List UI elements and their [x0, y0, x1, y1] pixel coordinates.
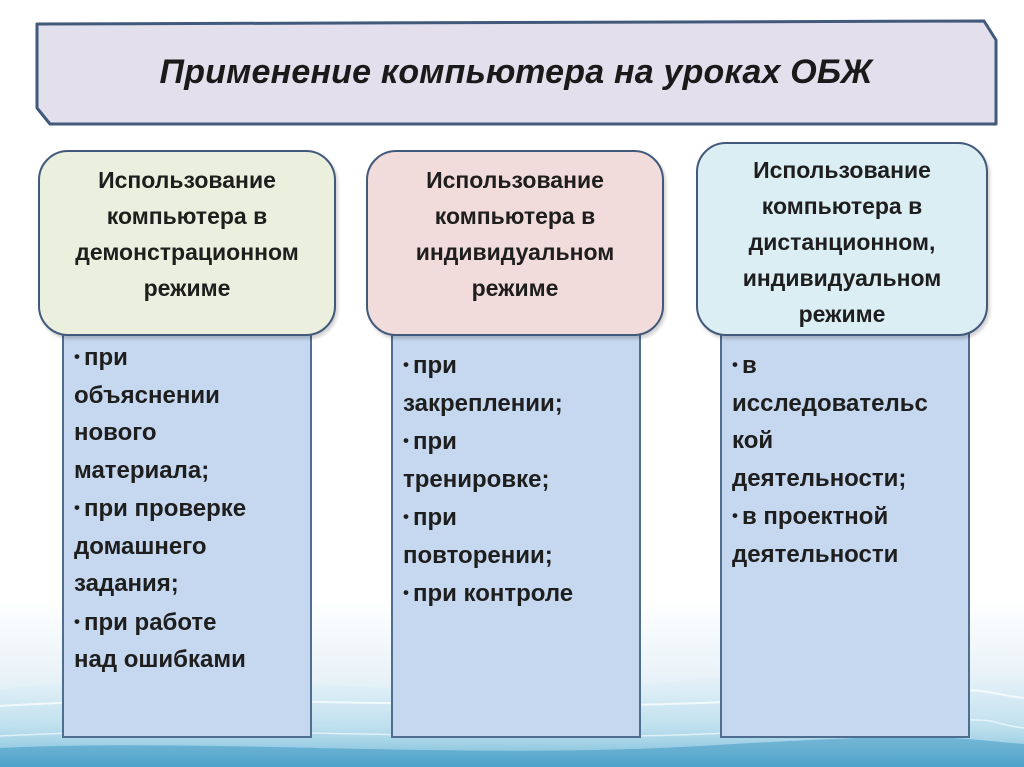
column-1-header-line: Использование	[98, 167, 276, 193]
list-item: • при	[403, 428, 457, 455]
column-3-header	[696, 142, 988, 336]
column-2-header	[366, 150, 664, 336]
list-item: объяснении	[74, 381, 220, 409]
column-1-header	[38, 150, 336, 336]
column-3-list	[732, 346, 962, 573]
list-item: над ошибками	[74, 646, 246, 673]
column-2-list	[403, 346, 633, 613]
column-1-header-line: демонстрационном	[75, 239, 299, 265]
list-item: исследовательс	[732, 389, 928, 417]
list-item: • при проверке	[74, 495, 247, 522]
list-item: домашнего	[74, 532, 207, 560]
column-1-body	[62, 320, 312, 738]
column-3-header-line: режиме	[798, 301, 886, 327]
column-3-header-line: индивидуальном	[742, 265, 942, 291]
list-item: задания;	[74, 570, 179, 597]
column-2-body	[391, 320, 641, 738]
list-item: • при работе	[74, 608, 217, 636]
column-3-header-line: дистанционном,	[748, 229, 936, 255]
column-2-header-line: индивидуальном	[415, 239, 615, 265]
column-1-list	[74, 338, 304, 679]
list-item: • в проектной	[732, 503, 889, 530]
column-2-header-line: компьютера в	[434, 203, 596, 229]
list-item: закреплении;	[403, 389, 563, 417]
list-item: • при	[74, 344, 128, 371]
column-1-header-line: режиме	[143, 275, 231, 301]
list-item: нового	[74, 419, 157, 446]
column-1-header-line: компьютера в	[106, 203, 268, 229]
page-title: Применение компьютера на уроках ОБЖ	[159, 52, 873, 91]
column-3-body	[720, 320, 970, 738]
list-item: • при контроле	[403, 580, 574, 607]
title-banner	[34, 18, 998, 126]
list-item: кой	[732, 427, 774, 454]
list-item: материала;	[74, 456, 210, 484]
column-3-header-line: компьютера в	[761, 193, 923, 219]
list-item: • при	[403, 504, 457, 531]
column-2-header-line: режиме	[471, 275, 559, 301]
list-item: • при	[403, 352, 457, 379]
column-3-header-line: Использование	[753, 157, 931, 183]
list-item: деятельности;	[732, 464, 907, 492]
list-item: деятельности	[732, 540, 899, 568]
list-item: • в	[732, 352, 757, 379]
column-2-header-line: Использование	[426, 167, 604, 193]
list-item: тренировке;	[403, 465, 550, 493]
list-item: повторении;	[403, 541, 553, 569]
